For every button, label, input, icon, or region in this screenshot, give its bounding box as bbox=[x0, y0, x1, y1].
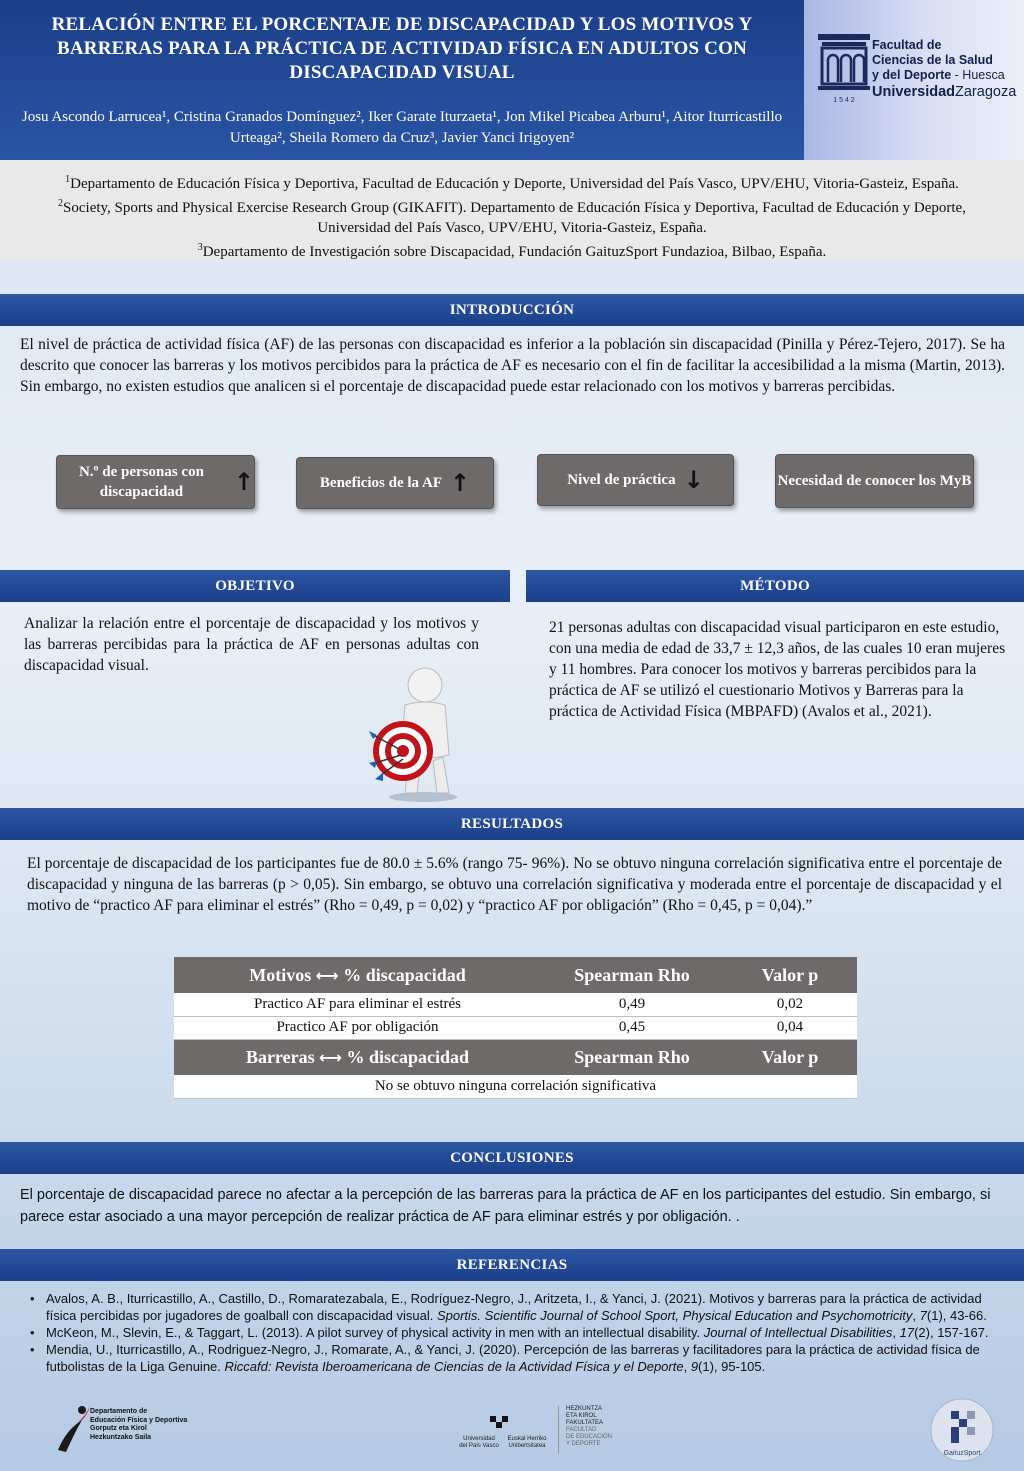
table-row bbox=[174, 1016, 857, 1039]
poster-header bbox=[0, 0, 804, 160]
university-logo-panel bbox=[804, 0, 1024, 160]
arrow-down-icon: ↓ bbox=[683, 466, 704, 494]
poster-title: RELACIÓN ENTRE EL PORCENTAJE DE DISCAPACIDAD Y LOS MOTIVOS Y BARRERAS PARA LA PRÁCTICA DE ACTIVIDAD FÍSICA EN ADULTOS CON DISCAPACIDAD VISUAL bbox=[51, 14, 753, 83]
upv-emblem-icon bbox=[488, 1414, 510, 1432]
faculty-name bbox=[872, 38, 1016, 100]
box-label: Necesidad de conocer los MyB bbox=[777, 473, 972, 489]
intro-box-necesidad bbox=[775, 454, 974, 508]
results-table bbox=[174, 957, 857, 1099]
header-cell: Spearman Rho bbox=[541, 1039, 723, 1075]
gaitu-label: GaituzSport bbox=[943, 1450, 981, 1457]
runner-icon bbox=[52, 1400, 92, 1456]
faculty-city: - Huesca bbox=[951, 68, 1005, 82]
referencias-heading: REFERENCIAS bbox=[0, 1249, 1024, 1281]
arrow-up-icon: ↑ bbox=[233, 468, 254, 496]
list-item: • McKeon, M., Slevin, E., & Taggart, L. (2013). A pilot survey of physical activity in men with an intellectual disability. Journal of Intellectual Disabilities, 17(2), 157-167. bbox=[30, 1324, 1005, 1341]
fac-line-4: FACULTAD bbox=[566, 1427, 597, 1433]
box-label: Beneficios de la AF bbox=[319, 475, 442, 491]
row-note: No se obtuvo ninguna correlación significativa bbox=[174, 1075, 857, 1098]
list-item: • Avalos, A. B., Iturricastillo, A., Castillo, D., Romaratezabala, E., Rodríguez-Negro, J., Aritzeta, I., & Yanci, J. (2021). Motivos y barreras para la práctica de actividad física percibidas por jugadores de goalball con discapacidad visual. Sportis. Scientific Journal of School Sport, Physical Education and Psychomotricity, 7(1), 43-66. bbox=[30, 1290, 1005, 1324]
box-label: Nivel de práctica bbox=[567, 472, 676, 488]
table-row bbox=[174, 993, 857, 1016]
affiliation-3: $^3$Departamento de Investigación sobre Discapacidad, Fundación GaituzSport Fundazioa, Bilbao, España. bbox=[197, 242, 827, 260]
faculty-line-2: Ciencias de la Salud bbox=[872, 53, 993, 67]
university-crest-icon bbox=[814, 30, 874, 108]
table-row bbox=[174, 1075, 857, 1098]
header-cell: Valor p bbox=[723, 1039, 857, 1075]
arrow-up-icon: ↑ bbox=[449, 469, 471, 497]
objetivo-text: Analizar la relación entre el porcentaje de discapacidad y los motivos y las barreras percibidas para la práctica de AF en personas adultas con discapacidad visual. bbox=[24, 615, 479, 674]
table-header-barreras bbox=[174, 1039, 857, 1075]
intro-box-nivel bbox=[537, 454, 734, 506]
list-item: • Mendia, U., Iturricastillo, A., Rodriguez-Negro, J., Romarate, A., & Yanci, J. (2020). Percepción de las barreras y facilitadores para la práctica de actividad física de futbolistas de la Liga Genuine. Riccafd: Revista Iberoamericana de Ciencias de la Actividad Física y el Deporte, 9(1), 95-105. bbox=[30, 1341, 1005, 1375]
faculty-line-1: Facultad de bbox=[872, 38, 942, 52]
upv-line-3: Euskal Herriko bbox=[507, 1436, 547, 1442]
fac-line-6: Y DEPORTE bbox=[566, 1441, 601, 1447]
upv-line-1: Universidad bbox=[463, 1436, 495, 1442]
dept-line-4: Hezkuntzako Saila bbox=[90, 1433, 152, 1441]
crest-year: 1 5 4 2 bbox=[833, 97, 855, 104]
objetivo-heading: OBJETIVO bbox=[0, 570, 510, 602]
upv-line-4: Unibertsitatea bbox=[508, 1443, 546, 1449]
fac-line-1: HEZKUNTZA bbox=[566, 1406, 602, 1412]
target-figure-icon bbox=[365, 665, 475, 805]
table-header-motivos bbox=[174, 957, 857, 993]
department-logo bbox=[52, 1400, 202, 1456]
affiliations bbox=[0, 160, 1024, 260]
reference-list bbox=[30, 1290, 1005, 1375]
box-label: N.º de personas con discapacidad bbox=[78, 464, 204, 500]
double-arrow-icon: ⟷ bbox=[319, 1047, 343, 1067]
header-cell: Barreras ⟷ % discapacidad bbox=[174, 1039, 541, 1075]
metodo-text: 21 personas adultas con discapacidad visual participaron en este estudio, con una media de edad de 33,7 ± 12,3 años, de las cuales 10 eran mujeres y 11 hombres. Para conocer los motivos y barreras percibidos para la práctica de AF se utilizó el cuestionario Motivos y Barreras para la práctica de Actividad Física (MBPAFD) (Avalos et al., 2021). bbox=[549, 619, 1006, 720]
double-arrow-icon: ⟷ bbox=[315, 965, 339, 985]
row-label: Practico AF por obligación bbox=[174, 1016, 541, 1039]
conclusiones-heading: CONCLUSIONES bbox=[0, 1142, 1024, 1174]
row-rho: 0,45 bbox=[541, 1016, 723, 1039]
affiliation-2: $^2$Society, Sports and Physical Exercise Research Group (GIKAFIT). Departamento de Educación Física y Deportiva, Facultad de Educación y Deporte, Universidad del País Vasco, UPV/EHU, Vitoria-Gasteiz, España. bbox=[58, 198, 966, 236]
fac-line-3: FAKULTATEA bbox=[566, 1420, 604, 1426]
header-cell: Valor p bbox=[723, 957, 857, 993]
upv-line-2: del País Vasco bbox=[459, 1443, 499, 1449]
dept-line-1: Departamento de bbox=[90, 1408, 148, 1415]
intro-text: El nivel de práctica de actividad física (AF) de las personas con discapacidad es inferior a la población sin discapacidad (Pinilla y Pérez-Tejero, 2017). Se ha descrito que conocer las barreras y los motivos percibidos para la práctica de AF es necesario con el fin de facilitar la accesibilidad a la misma (Martin, 2013). Sin embargo, no existen estudios que analicen si el porcentaje de discapacidad puede estar relacionado con los motivos y barreras percibidas. bbox=[20, 336, 1005, 395]
fac-line-5: DE EDUCACIÓN bbox=[566, 1434, 613, 1440]
dept-line-2: Educación Física y Deportiva bbox=[90, 1416, 188, 1424]
metodo-heading: MÉTODO bbox=[526, 570, 1024, 602]
intro-heading: INTRODUCCIÓN bbox=[0, 294, 1024, 326]
author-list: Josu Ascondo Larrucea¹, Cristina Granados Domínguez², Iker Garate Iturzaeta¹, Jon Mikel Picabea Arburu¹, Aitor Iturricastillo Urteaga², Sheila Romero da Cruz³, Javier Yanci Irigoyen² bbox=[21, 109, 783, 146]
row-p: 0,02 bbox=[723, 993, 857, 1016]
row-p: 0,04 bbox=[723, 1016, 857, 1039]
row-rho: 0,49 bbox=[541, 993, 723, 1016]
resultados-text: El porcentaje de discapacidad de los participantes fue de 80.0 ± 5.6% (rango 75- 96%). No se obtuvo ninguna correlación significativa entre el porcentaje de discapacidad y ninguna de las barreras (p > 0,05). Sin embargo, se obtuvo una correlación significativa y moderada entre el porcentaje de discapacidad y el motivo de “practico AF para eliminar el estrés” (Rho = 0,49, p = 0,02) y “practico AF por obligación” (Rho = 0,45, p = 0,04).” bbox=[27, 855, 1002, 914]
gaituzsport-emblem-icon bbox=[929, 1397, 995, 1463]
header-cell: Motivos ⟷ % discapacidad bbox=[174, 957, 541, 993]
resultados-heading: RESULTADOS bbox=[0, 808, 1024, 840]
dept-line-3: Gorputz eta Kirol bbox=[90, 1425, 147, 1432]
affiliation-1: $^1$Departamento de Educación Física y Deportiva, Facultad de Educación y Deporte, Universidad del País Vasco, UPV/EHU, Vitoria-Gasteiz, España. bbox=[65, 174, 959, 192]
gaituzsport-logo bbox=[929, 1397, 995, 1463]
row-label: Practico AF para eliminar el estrés bbox=[174, 993, 541, 1016]
fac-line-2: ETA KIROL bbox=[566, 1413, 597, 1419]
intro-box-beneficios bbox=[296, 457, 494, 509]
header-cell: Spearman Rho bbox=[541, 957, 723, 993]
faculty-line-3: y del Deporte bbox=[872, 68, 952, 82]
univ-name-a: Universidad bbox=[872, 84, 955, 100]
conclusiones-text: El porcentaje de discapacidad parece no afectar a la percepción de las barreras para la práctica de AF en los participantes del estudio. Sin embargo, si parece estar asociado a una mayor percepción de realizar práctica de AF para eliminar estrés y por obligación. . bbox=[20, 1187, 991, 1225]
upv-ehu-logo bbox=[456, 1406, 626, 1458]
intro-box-personas bbox=[56, 455, 255, 509]
univ-name-b: Zaragoza bbox=[955, 84, 1017, 100]
